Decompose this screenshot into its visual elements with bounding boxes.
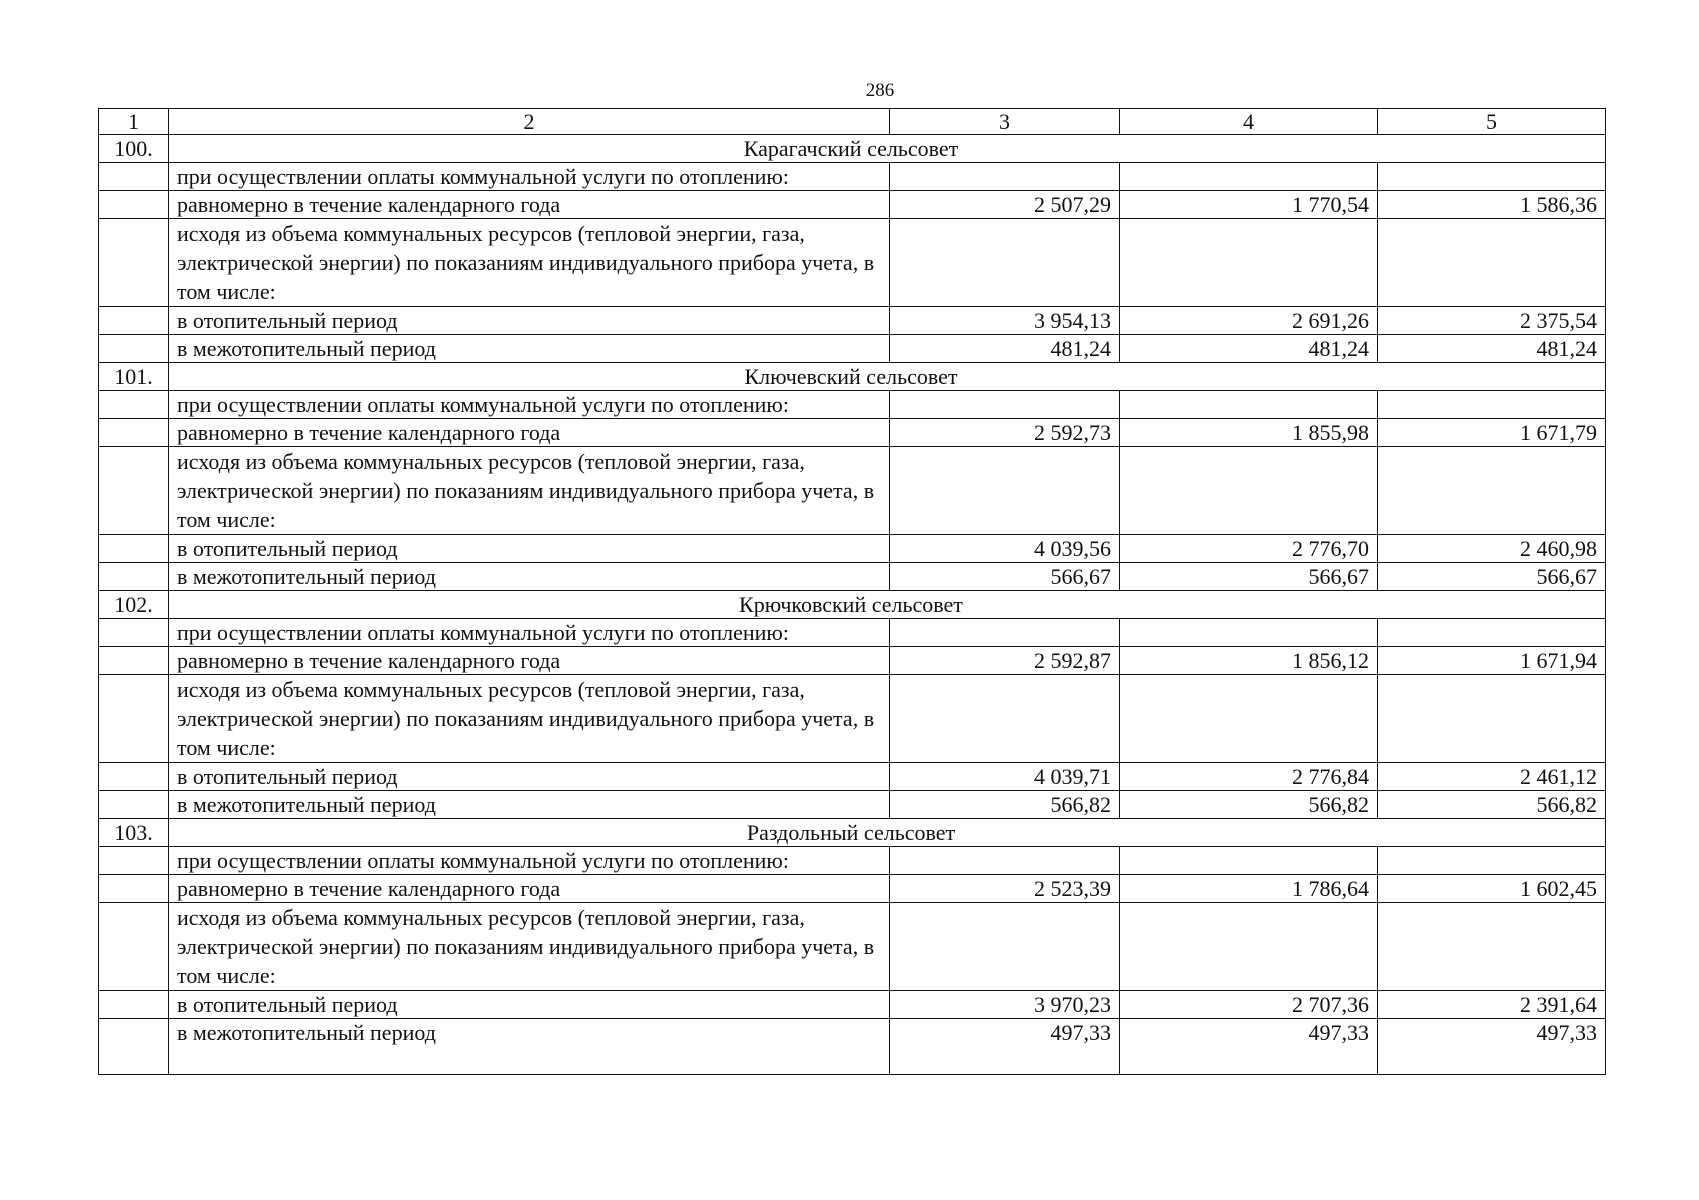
value-cell-col-5 bbox=[1378, 619, 1606, 647]
table-row bbox=[99, 535, 1606, 563]
row-number-cell bbox=[99, 447, 169, 535]
row-description: равномерно в течение календарного года bbox=[169, 419, 890, 447]
value-cell-col-3: 4 039,71 bbox=[890, 763, 1120, 791]
section-number: 100. bbox=[99, 135, 169, 163]
value-cell-col-4 bbox=[1120, 219, 1378, 307]
row-description: исходя из объема коммунальных ресурсов (тепловой энергии, газа, электрической энергии) по показаниям индивидуального прибора учета, в том числе: bbox=[169, 903, 890, 991]
value-cell-col-5: 566,67 bbox=[1378, 563, 1606, 591]
value-cell-col-4 bbox=[1120, 675, 1378, 763]
row-number-cell bbox=[99, 163, 169, 191]
section-header-row bbox=[99, 135, 1606, 163]
row-number-cell bbox=[99, 903, 169, 991]
section-number: 101. bbox=[99, 363, 169, 391]
value-cell-col-4: 1 855,98 bbox=[1120, 419, 1378, 447]
row-description: при осуществлении оплаты коммунальной услуги по отоплению: bbox=[169, 163, 890, 191]
section-number: 103. bbox=[99, 819, 169, 847]
value-cell-col-4: 2 707,36 bbox=[1120, 991, 1378, 1019]
table-row bbox=[99, 563, 1606, 591]
row-description: равномерно в течение календарного года bbox=[169, 875, 890, 903]
value-cell-col-5 bbox=[1378, 447, 1606, 535]
row-description: в межотопительный период bbox=[169, 335, 890, 363]
row-number-cell bbox=[99, 1019, 169, 1075]
row-description: при осуществлении оплаты коммунальной услуги по отоплению: bbox=[169, 391, 890, 419]
value-cell-col-3 bbox=[890, 219, 1120, 307]
table-row bbox=[99, 903, 1606, 991]
row-number-cell bbox=[99, 391, 169, 419]
row-number-cell bbox=[99, 419, 169, 447]
value-cell-col-4: 1 856,12 bbox=[1120, 647, 1378, 675]
table-row bbox=[99, 847, 1606, 875]
row-description: в межотопительный период bbox=[169, 1019, 890, 1075]
value-cell-col-5: 1 671,79 bbox=[1378, 419, 1606, 447]
section-name: Раздольный сельсовет bbox=[169, 819, 1606, 847]
table-row bbox=[99, 191, 1606, 219]
section-name: Ключевский сельсовет bbox=[169, 363, 1606, 391]
table-row bbox=[99, 991, 1606, 1019]
row-description: исходя из объема коммунальных ресурсов (тепловой энергии, газа, электрической энергии) по показаниям индивидуального прибора учета, в том числе: bbox=[169, 447, 890, 535]
value-cell-col-3 bbox=[890, 847, 1120, 875]
table-row bbox=[99, 647, 1606, 675]
table-row bbox=[99, 875, 1606, 903]
row-description: равномерно в течение календарного года bbox=[169, 191, 890, 219]
value-cell-col-5: 1 586,36 bbox=[1378, 191, 1606, 219]
column-number-header-row bbox=[99, 109, 1606, 135]
row-number-cell bbox=[99, 535, 169, 563]
row-number-cell bbox=[99, 763, 169, 791]
value-cell-col-5 bbox=[1378, 219, 1606, 307]
column-header: 2 bbox=[169, 109, 890, 135]
table-row bbox=[99, 791, 1606, 819]
table-row bbox=[99, 163, 1606, 191]
value-cell-col-4 bbox=[1120, 903, 1378, 991]
table-row bbox=[99, 335, 1606, 363]
value-cell-col-3: 3 970,23 bbox=[890, 991, 1120, 1019]
table-row bbox=[99, 1019, 1606, 1075]
row-number-cell bbox=[99, 847, 169, 875]
row-number-cell bbox=[99, 875, 169, 903]
value-cell-col-5: 2 391,64 bbox=[1378, 991, 1606, 1019]
row-number-cell bbox=[99, 307, 169, 335]
value-cell-col-4: 2 776,70 bbox=[1120, 535, 1378, 563]
row-description: равномерно в течение календарного года bbox=[169, 647, 890, 675]
table-body bbox=[99, 109, 1606, 1075]
value-cell-col-5 bbox=[1378, 847, 1606, 875]
table-row bbox=[99, 763, 1606, 791]
value-cell-col-4 bbox=[1120, 163, 1378, 191]
value-cell-col-4: 566,82 bbox=[1120, 791, 1378, 819]
value-cell-col-5 bbox=[1378, 675, 1606, 763]
value-cell-col-5: 566,82 bbox=[1378, 791, 1606, 819]
row-number-cell bbox=[99, 791, 169, 819]
column-header: 1 bbox=[99, 109, 169, 135]
value-cell-col-3: 497,33 bbox=[890, 1019, 1120, 1075]
row-description: в отопительный период bbox=[169, 991, 890, 1019]
row-description: в отопительный период bbox=[169, 535, 890, 563]
row-description: в межотопительный период bbox=[169, 791, 890, 819]
row-description: при осуществлении оплаты коммунальной услуги по отоплению: bbox=[169, 619, 890, 647]
value-cell-col-5 bbox=[1378, 163, 1606, 191]
table-row bbox=[99, 675, 1606, 763]
row-number-cell bbox=[99, 335, 169, 363]
row-number-cell bbox=[99, 991, 169, 1019]
table-row bbox=[99, 307, 1606, 335]
section-header-row bbox=[99, 591, 1606, 619]
value-cell-col-4: 2 776,84 bbox=[1120, 763, 1378, 791]
value-cell-col-4 bbox=[1120, 847, 1378, 875]
section-header-row bbox=[99, 363, 1606, 391]
page-number: 286 bbox=[865, 80, 895, 101]
value-cell-col-3: 566,67 bbox=[890, 563, 1120, 591]
value-cell-col-5: 1 671,94 bbox=[1378, 647, 1606, 675]
value-cell-col-5: 2 461,12 bbox=[1378, 763, 1606, 791]
table-row bbox=[99, 419, 1606, 447]
value-cell-col-3: 2 592,87 bbox=[890, 647, 1120, 675]
value-cell-col-5 bbox=[1378, 903, 1606, 991]
column-header: 4 bbox=[1120, 109, 1378, 135]
column-header: 3 bbox=[890, 109, 1120, 135]
value-cell-col-3 bbox=[890, 619, 1120, 647]
row-description: при осуществлении оплаты коммунальной услуги по отоплению: bbox=[169, 847, 890, 875]
tariff-table bbox=[98, 108, 1606, 1075]
column-header: 5 bbox=[1378, 109, 1606, 135]
section-number: 102. bbox=[99, 591, 169, 619]
table-row bbox=[99, 447, 1606, 535]
value-cell-col-3 bbox=[890, 447, 1120, 535]
value-cell-col-4: 497,33 bbox=[1120, 1019, 1378, 1075]
row-number-cell bbox=[99, 219, 169, 307]
value-cell-col-3: 2 523,39 bbox=[890, 875, 1120, 903]
table-row bbox=[99, 219, 1606, 307]
value-cell-col-3 bbox=[890, 675, 1120, 763]
value-cell-col-3: 4 039,56 bbox=[890, 535, 1120, 563]
value-cell-col-4: 566,67 bbox=[1120, 563, 1378, 591]
row-description: исходя из объема коммунальных ресурсов (тепловой энергии, газа, электрической энергии) по показаниям индивидуального прибора учета, в том числе: bbox=[169, 219, 890, 307]
value-cell-col-5: 2 375,54 bbox=[1378, 307, 1606, 335]
value-cell-col-4 bbox=[1120, 447, 1378, 535]
value-cell-col-4 bbox=[1120, 391, 1378, 419]
section-name: Карагачский сельсовет bbox=[169, 135, 1606, 163]
value-cell-col-5 bbox=[1378, 391, 1606, 419]
row-description: в отопительный период bbox=[169, 307, 890, 335]
value-cell-col-4: 481,24 bbox=[1120, 335, 1378, 363]
section-header-row bbox=[99, 819, 1606, 847]
value-cell-col-4: 2 691,26 bbox=[1120, 307, 1378, 335]
value-cell-col-4: 1 786,64 bbox=[1120, 875, 1378, 903]
value-cell-col-3: 2 507,29 bbox=[890, 191, 1120, 219]
value-cell-col-3: 481,24 bbox=[890, 335, 1120, 363]
row-number-cell bbox=[99, 675, 169, 763]
value-cell-col-5: 497,33 bbox=[1378, 1019, 1606, 1075]
value-cell-col-5: 2 460,98 bbox=[1378, 535, 1606, 563]
row-description: в отопительный период bbox=[169, 763, 890, 791]
section-name: Крючковский сельсовет bbox=[169, 591, 1606, 619]
value-cell-col-5: 1 602,45 bbox=[1378, 875, 1606, 903]
value-cell-col-3: 566,82 bbox=[890, 791, 1120, 819]
value-cell-col-3 bbox=[890, 391, 1120, 419]
table-row bbox=[99, 391, 1606, 419]
row-number-cell bbox=[99, 191, 169, 219]
row-number-cell bbox=[99, 563, 169, 591]
value-cell-col-3 bbox=[890, 903, 1120, 991]
row-number-cell bbox=[99, 619, 169, 647]
table-row bbox=[99, 619, 1606, 647]
value-cell-col-4: 1 770,54 bbox=[1120, 191, 1378, 219]
row-description: исходя из объема коммунальных ресурсов (тепловой энергии, газа, электрической энергии) по показаниям индивидуального прибора учета, в том числе: bbox=[169, 675, 890, 763]
value-cell-col-3 bbox=[890, 163, 1120, 191]
value-cell-col-5: 481,24 bbox=[1378, 335, 1606, 363]
row-number-cell bbox=[99, 647, 169, 675]
value-cell-col-4 bbox=[1120, 619, 1378, 647]
row-description: в межотопительный период bbox=[169, 563, 890, 591]
value-cell-col-3: 2 592,73 bbox=[890, 419, 1120, 447]
value-cell-col-3: 3 954,13 bbox=[890, 307, 1120, 335]
